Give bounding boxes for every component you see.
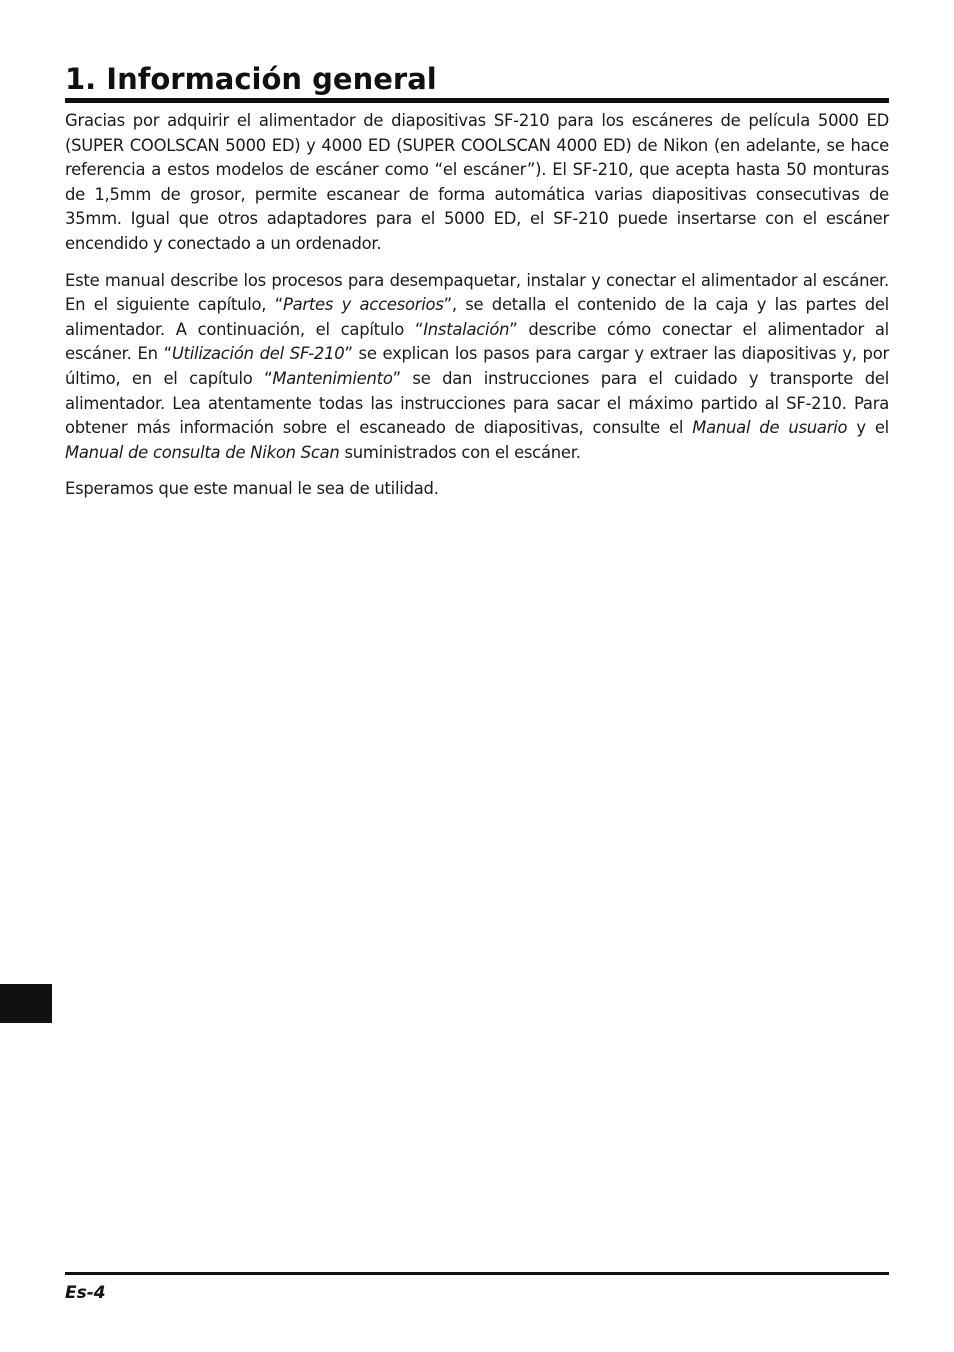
text-segment: ”, se detalla el contenido de la caja y las partes del alimentador. A continuación, el capítulo “ bbox=[65, 295, 889, 339]
paragraph-manual-overview bbox=[65, 269, 889, 466]
page-number: Es-4 bbox=[65, 1283, 106, 1303]
reference-mantenimiento: Mantenimiento bbox=[272, 368, 393, 388]
body-text bbox=[65, 109, 889, 502]
heading-rule bbox=[65, 98, 889, 103]
paragraph-intro: Gracias por adquirir el alimentador de diapositivas SF-210 para los escáneres de película 5000 ED (SUPER COOLSCAN 5000 ED) y 4000 ED (SUPER COOLSCAN 4000 ED) de Nikon (en adelante, se hace referencia a estos modelos de escáner como “el escáner”). El SF-210, que acepta hasta 50 monturas de 1,5mm de grosor, permite escanear de forma automática varias diapositivas consecutivas de 35mm. Igual que otros adaptadores para el 5000 ED, el SF-210 puede insertarse con el escáner encendido y conectado a un ordenador. bbox=[65, 111, 889, 253]
text-segment: ” se dan instrucciones para el cuidado y transporte del alimentador. Lea atentamente todas las instrucciones para sacar el máximo partido al SF-210. Para obtener más información sobre el escaneado de diapositivas, consulte el bbox=[65, 368, 889, 438]
text-segment: ” se explican los pasos para cargar y extraer las diapositivas y, por último, en el capítulo “ bbox=[65, 344, 889, 388]
text-segment: y el bbox=[847, 418, 889, 438]
page-heading: 1. Información general bbox=[65, 62, 437, 96]
reference-manual-de-consulta: Manual de consulta de Nikon Scan bbox=[65, 442, 340, 462]
reference-manual-de-usuario: Manual de usuario bbox=[692, 418, 848, 438]
reference-partes-y-accesorios: Partes y accesorios bbox=[282, 295, 444, 315]
footer-rule bbox=[65, 1272, 889, 1275]
paragraph-closing: Esperamos que este manual le sea de utilidad. bbox=[65, 479, 439, 499]
text-segment: ” describe cómo conectar el alimentador al escáner. En “ bbox=[65, 319, 889, 364]
text-segment: suministrados con el escáner. bbox=[339, 442, 581, 462]
reference-instalacion: Instalación bbox=[423, 319, 510, 339]
section-tab-marker bbox=[0, 984, 52, 1023]
reference-utilizacion: Utilización del SF-210 bbox=[171, 344, 345, 364]
text-segment: Este manual describe los procesos para desempaquetar, instalar y conectar el alimentador al escáner. En el siguiente capítulo, “ bbox=[65, 270, 889, 315]
